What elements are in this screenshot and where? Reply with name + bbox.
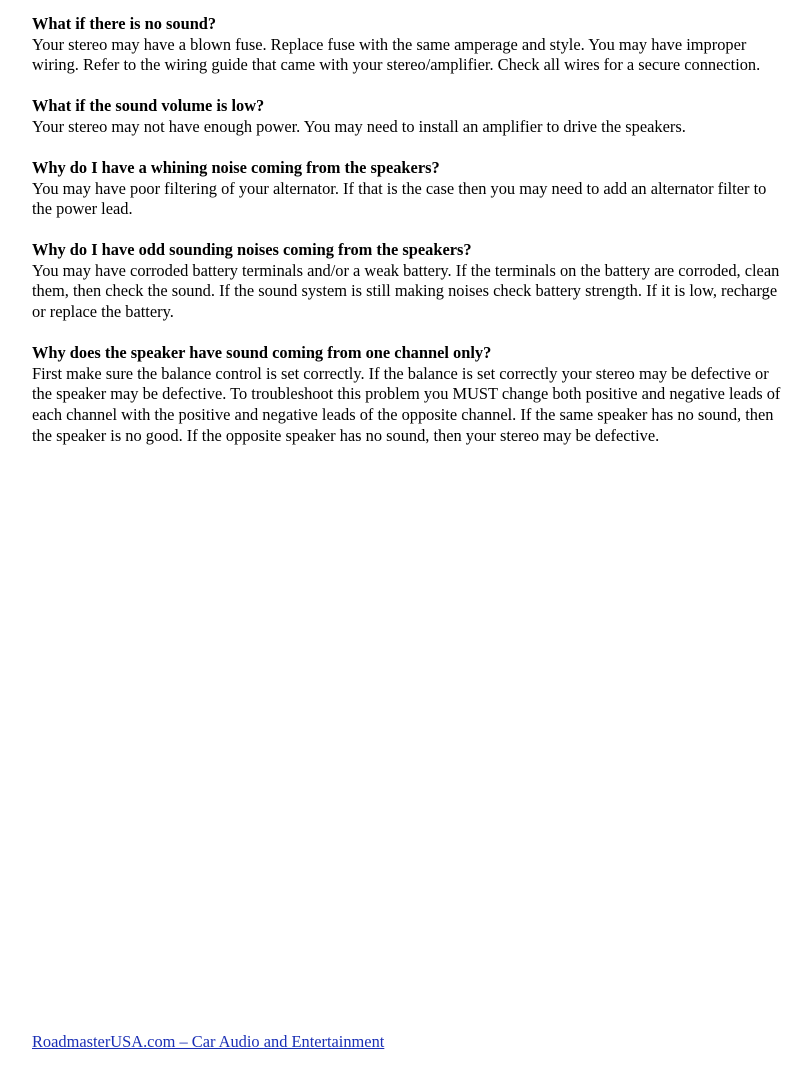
page-footer [32, 1032, 384, 1052]
faq-item-no-sound [32, 14, 782, 76]
faq-item-odd-noises [32, 240, 782, 322]
faq-item-one-channel [32, 343, 782, 446]
faq-question: Why do I have odd sounding noises coming from the speakers? [32, 240, 472, 260]
faq-answer: You may have corroded battery terminals and/or a weak battery. If the terminals on the battery are corroded, clean them, then check the sound. If the sound system is still making noises check battery strength. If it is low, recharge or replace the battery. [32, 260, 780, 322]
faq-question: Why does the speaker have sound coming from one channel only? [32, 343, 492, 363]
faq-item-low-volume [32, 96, 782, 137]
faq-item-whining-noise [32, 158, 782, 220]
faq-answer: First make sure the balance control is set correctly. If the balance is set correctly your stereo may be defective or the speaker may be defective. To troubleshoot this problem you MUST change both positive and negative leads of each channel with the positive and negative leads of the opposite channel. If the same speaker has no sound, then the speaker is no good. If the opposite speaker has no sound, then your stereo may be defective. [32, 363, 781, 445]
faq-question: What if there is no sound? [32, 14, 217, 33]
footer-website-link[interactable]: RoadmasterUSA.com – Car Audio and Entertainment [32, 1032, 385, 1051]
faq-question: Why do I have a whining noise coming from the speakers? [32, 157, 440, 177]
faq-list [32, 14, 782, 467]
faq-question: What if the sound volume is low? [32, 96, 265, 116]
faq-answer: Your stereo may have a blown fuse. Replace fuse with the same amperage and style. You may have improper wiring. Refer to the wiring guide that came with your stereo/amplifier. Check all wires for a secure connection. [32, 34, 761, 75]
faq-answer: You may have poor filtering of your alternator. If that is the case then you may need to add an alternator filter to the power lead. [32, 178, 767, 219]
faq-answer: Your stereo may not have enough power. You may need to install an amplifier to drive the speakers. [32, 116, 686, 136]
